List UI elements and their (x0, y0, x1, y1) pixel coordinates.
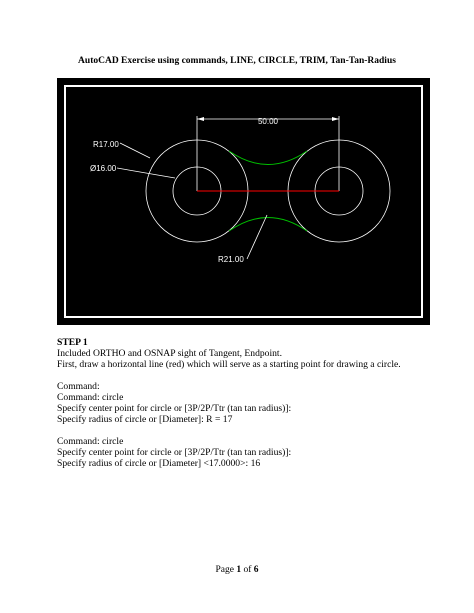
label-r17: R17.00 (93, 140, 119, 149)
label-d16: Ø16.00 (90, 164, 117, 173)
command-line: Specify radius of circle or [Diameter] <17.0000>: 16 (57, 458, 261, 469)
top-tangent-arc (229, 151, 307, 165)
spacer (57, 425, 437, 436)
page-footer (0, 565, 474, 575)
current-page: 1 (236, 565, 242, 575)
document-title: AutoCAD Exercise using commands, LINE, CIRCLE, TRIM, Tan-Tan-Radius (78, 56, 396, 66)
command-line: Command: (57, 381, 100, 392)
step-intro-line: Included ORTHO and OSNAP sight of Tangent, Endpoint. (57, 348, 282, 359)
spacer (57, 370, 437, 381)
command-line: Specify radius of circle or [Diameter]: R = 17 (57, 414, 233, 425)
leader-r21 (247, 215, 267, 259)
cad-drawing-svg (57, 78, 430, 325)
command-line: Specify center point for circle or [3P/2P/Ttr (tan tan radius)]: (57, 447, 292, 458)
label-r21: R21.00 (218, 255, 244, 264)
step-heading: STEP 1 (57, 337, 88, 348)
leader-d16 (117, 168, 175, 178)
page-of: of (241, 565, 254, 575)
step-section (57, 337, 437, 469)
page-prefix: Page (215, 565, 237, 575)
total-pages: 6 (253, 565, 259, 575)
cad-drawing (57, 78, 430, 325)
bottom-tangent-arc (229, 218, 307, 232)
dimension-arrow-left (197, 117, 204, 121)
dimension-arrow-right (332, 117, 339, 121)
step-intro-line: First, draw a horizontal line (red) which will serve as a starting point for drawing a circle. (57, 359, 401, 370)
command-line: Specify center point for circle or [3P/2P/Ttr (tan tan radius)]: (57, 403, 292, 414)
dimension-text: 50.00 (257, 117, 279, 126)
command-line: Command: circle (57, 392, 124, 403)
drawing-frame (65, 86, 422, 317)
command-line: Command: circle (57, 436, 124, 447)
leader-r17 (120, 143, 150, 158)
